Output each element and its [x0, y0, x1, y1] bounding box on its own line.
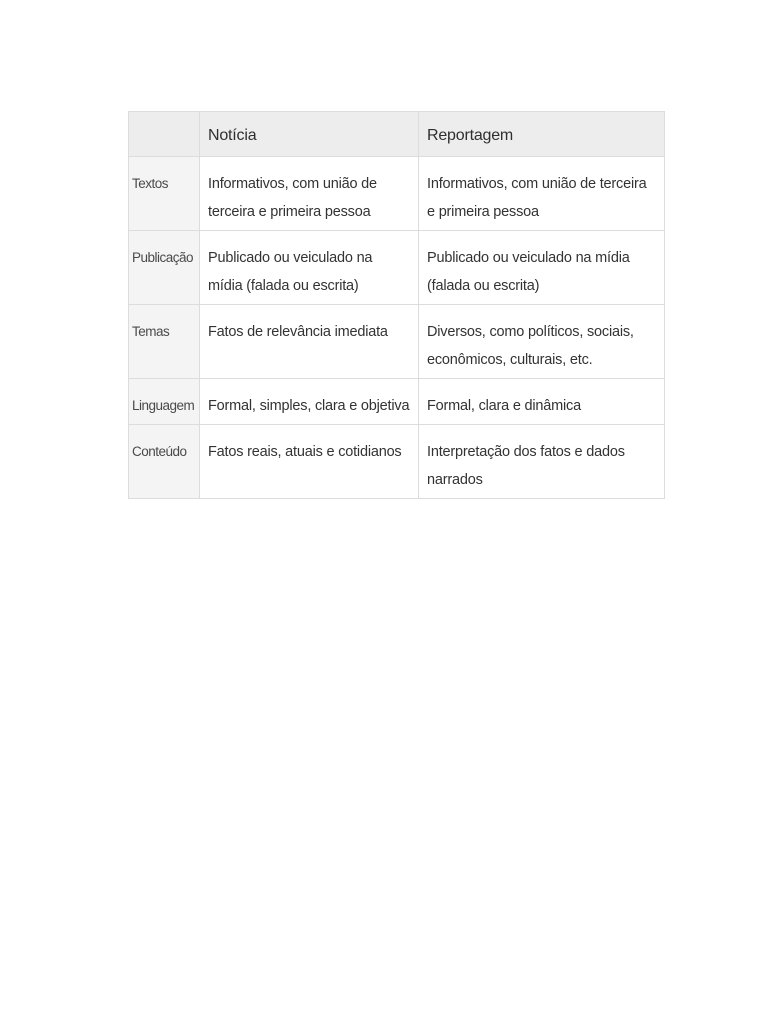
- row-label: Linguagem: [129, 379, 200, 425]
- reportagem-cell: Interpretação dos fatos e dados narrados: [419, 425, 665, 499]
- row-label: Textos: [129, 157, 200, 231]
- comparison-table: [128, 111, 665, 499]
- header-reportagem: Reportagem: [419, 112, 665, 157]
- header-row: [129, 112, 665, 157]
- reportagem-cell: Diversos, como políticos, sociais, econômicos, culturais, etc.: [419, 305, 665, 379]
- row-label: Conteúdo: [129, 425, 200, 499]
- table-row: [129, 379, 665, 425]
- table-row: [129, 157, 665, 231]
- header-noticia: Notícia: [200, 112, 419, 157]
- reportagem-cell: Publicado ou veiculado na mídia (falada ou escrita): [419, 231, 665, 305]
- noticia-cell: Publicado ou veiculado na mídia (falada ou escrita): [200, 231, 419, 305]
- table-row: [129, 305, 665, 379]
- row-label: Temas: [129, 305, 200, 379]
- noticia-cell: Formal, simples, clara e objetiva: [200, 379, 419, 425]
- row-label: Publicação: [129, 231, 200, 305]
- header-empty-cell: [129, 112, 200, 157]
- table-header: [129, 112, 665, 157]
- table-row: [129, 231, 665, 305]
- table-row: [129, 425, 665, 499]
- reportagem-cell: Formal, clara e dinâmica: [419, 379, 665, 425]
- noticia-cell: Fatos de relevância imediata: [200, 305, 419, 379]
- noticia-cell: Informativos, com união de terceira e primeira pessoa: [200, 157, 419, 231]
- reportagem-cell: Informativos, com união de terceira e primeira pessoa: [419, 157, 665, 231]
- table-body: [129, 157, 665, 499]
- comparison-table-container: [128, 111, 664, 499]
- noticia-cell: Fatos reais, atuais e cotidianos: [200, 425, 419, 499]
